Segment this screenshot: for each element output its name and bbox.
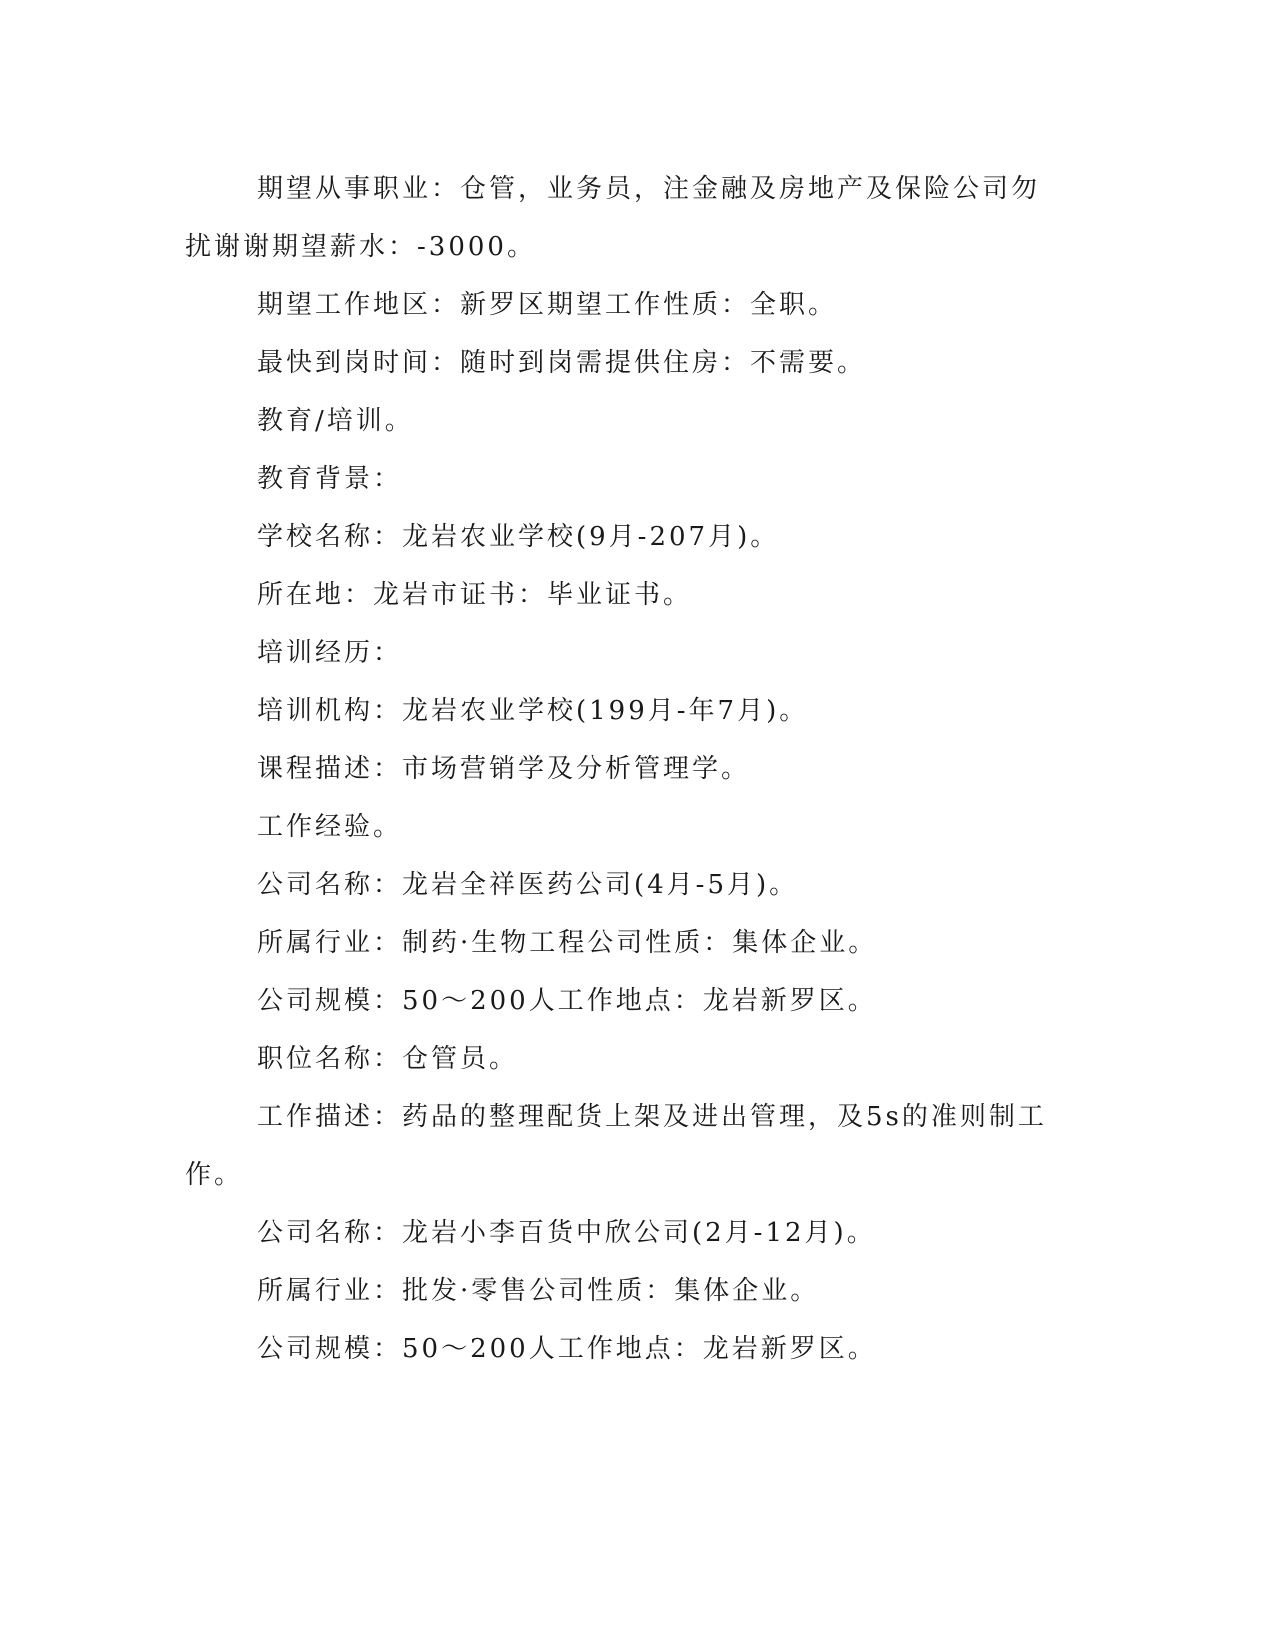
paragraph-industry-2: 所属行业：批发·零售公司性质：集体企业。: [257, 1276, 820, 1306]
paragraph-industry-1: 所属行业：制药·生物工程公司性质：集体企业。: [257, 928, 878, 958]
paragraph-company-name-2: 公司名称：龙岩小李百货中欣公司(2月-12月)。: [257, 1218, 876, 1248]
subheading-training-history: 培训经历：: [257, 638, 403, 668]
paragraph-company-size-2: 公司规模：50～200人工作地点：龙岩新罗区。: [257, 1334, 877, 1364]
paragraph-school-location: 所在地：龙岩市证书：毕业证书。: [257, 580, 693, 610]
paragraph-availability: 最快到岗时间：随时到岗需提供住房：不需要。: [257, 348, 867, 378]
paragraph-expected-job: 期望从事职业：仓管，业务员，注金融及房地产及保险公司勿扰谢谢期望薪水：-3000。: [185, 174, 1041, 262]
paragraph-expected-location: 期望工作地区：新罗区期望工作性质：全职。: [257, 290, 838, 320]
section-heading-education-training: 教育/培训。: [257, 406, 414, 436]
paragraph-job-description: 工作描述：药品的整理配货上架及进出管理，及5s的准则制工作。: [185, 1102, 1047, 1190]
paragraph-training-institution: 培训机构：龙岩农业学校(199月-年7月)。: [257, 696, 809, 726]
paragraph-company-name-1: 公司名称：龙岩全祥医药公司(4月-5月)。: [257, 870, 799, 900]
paragraph-position-title: 职位名称：仓管员。: [257, 1044, 519, 1074]
paragraph-course-description: 课程描述：市场营销学及分析管理学。: [257, 754, 751, 784]
paragraph-company-size-1: 公司规模：50～200人工作地点：龙岩新罗区。: [257, 986, 877, 1016]
subheading-education-background: 教育背景：: [257, 464, 403, 494]
document-body: [185, 160, 1065, 1378]
paragraph-school-name: 学校名称：龙岩农业学校(9月-207月)。: [257, 522, 780, 552]
section-heading-work-experience: 工作经验。: [257, 812, 403, 842]
